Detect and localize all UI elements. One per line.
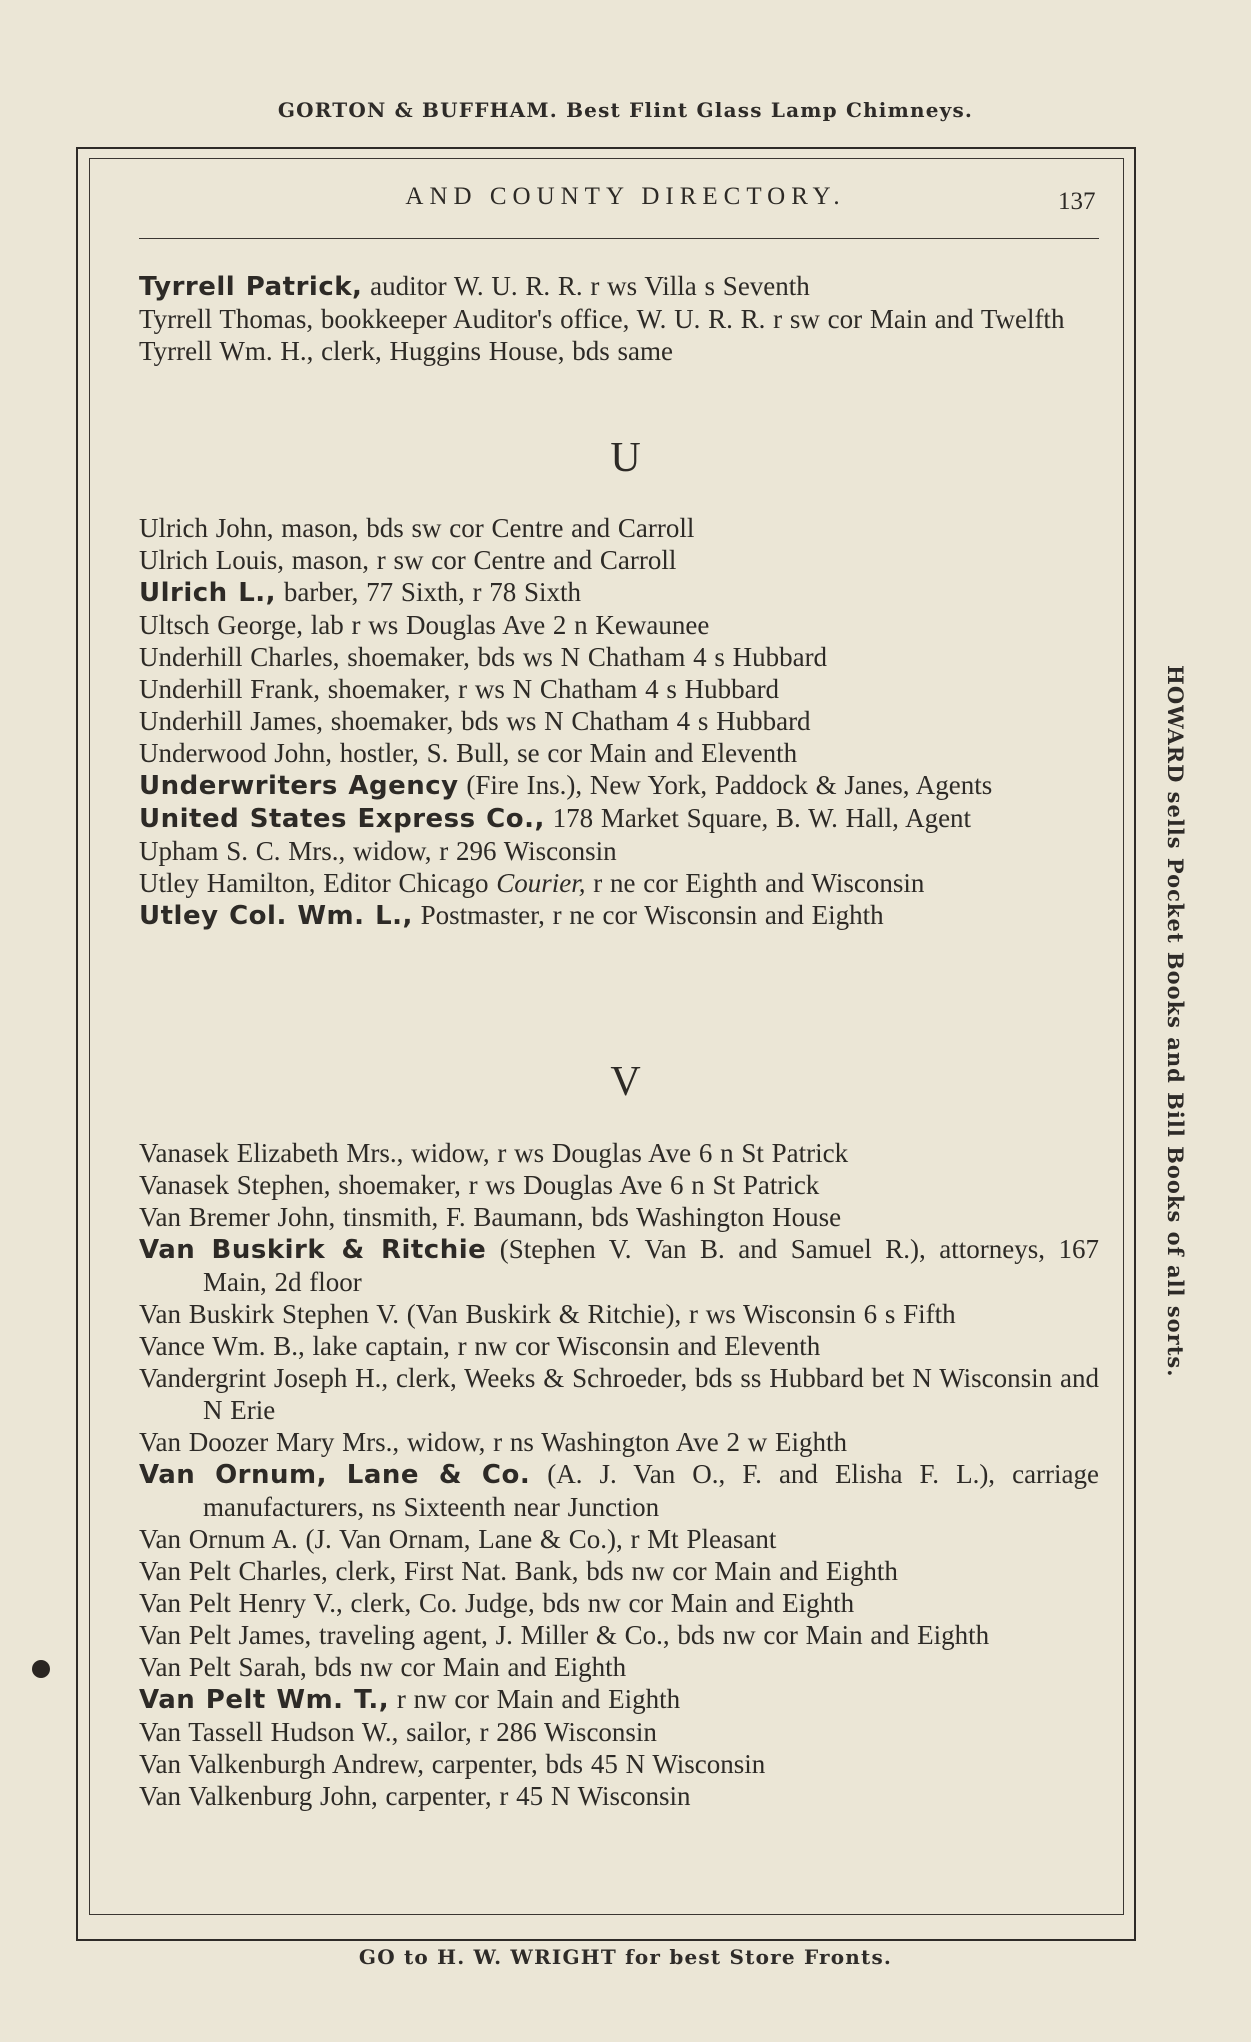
directory-entry <box>139 705 1099 737</box>
directory-entry <box>139 270 1099 303</box>
top-advertisement: GORTON & BUFFHAM. Best Flint Glass Lamp Chimneys. <box>277 98 974 122</box>
directory-entry <box>139 802 1099 835</box>
directory-entry <box>139 835 1099 867</box>
entry-details: barber, 77 Sixth, r 78 Sixth <box>276 577 581 607</box>
running-head: AND COUNTY DIRECTORY. <box>405 183 846 210</box>
entry-details: (Stephen V. Van B. and Samuel R.), attorneys, 167 Main, 2d floor <box>203 1234 1099 1297</box>
section-v-entries <box>139 1137 1099 1812</box>
entry-name: Van Ornum, Lane & Co. <box>139 1460 531 1490</box>
entry-details: clerk, First Nat. Bank, bds nw cor Main and Eighth <box>327 1556 898 1586</box>
directory-entry <box>139 673 1099 705</box>
header-rule <box>139 238 1099 239</box>
entry-name: Tyrrell Patrick, <box>139 272 363 302</box>
section-letter-u: U <box>610 435 641 481</box>
entry-name: Van Ornum A. <box>139 1524 298 1554</box>
section-t-entries <box>139 270 1099 367</box>
entry-details: (J. Van Ornam, Lane & Co.), r Mt Pleasant <box>297 1524 777 1554</box>
entry-name: Ulrich L., <box>139 578 277 608</box>
entry-name: United States Express Co., <box>139 804 545 834</box>
directory-entry <box>139 1619 1099 1651</box>
entry-details: bds nw cor Main and Eighth <box>306 1652 627 1682</box>
entry-details: (Fire Ins.), New York, Paddock & Janes, Agents <box>458 770 993 800</box>
entry-details: widow, r ws Douglas Ave 6 n St Patrick <box>403 1138 849 1168</box>
entry-details: widow, r 296 Wisconsin <box>345 836 617 866</box>
entry-details: traveling agent, J. Miller & Co., bds nw cor Main and Eighth <box>311 1620 990 1650</box>
directory-entry <box>139 609 1099 641</box>
section-letter-v: V <box>610 1059 641 1105</box>
entry-name: Van Doozer Mary Mrs., <box>139 1427 400 1457</box>
entry-name: Underwriters Agency <box>139 771 459 801</box>
entry-name: Vanasek Stephen, <box>139 1170 331 1200</box>
entry-details: mason, r sw cor Centre and Carroll <box>283 545 677 575</box>
directory-entry <box>139 335 1099 367</box>
entry-name: Vandergrint Joseph H., <box>139 1363 389 1393</box>
ink-blot <box>32 1660 50 1678</box>
entry-name: Van Buskirk Stephen V. <box>139 1299 400 1329</box>
directory-entry <box>139 576 1099 609</box>
directory-entry <box>139 1458 1099 1523</box>
directory-entry <box>139 1555 1099 1587</box>
side-advertisement: HOWARD sells Pocket Books and Bill Books of all sorts. <box>1163 665 1188 1378</box>
directory-entry <box>139 1426 1099 1458</box>
directory-entry <box>139 1780 1099 1812</box>
page-number: 137 <box>1058 188 1096 215</box>
entry-name: Van Buskirk & Ritchie <box>139 1235 487 1265</box>
entry-details: (Van Buskirk & Ritchie), r ws Wisconsin 6 s Fifth <box>399 1299 956 1329</box>
directory-entry <box>139 1169 1099 1201</box>
entry-details: tinsmith, F. Baumann, bds Washington House <box>335 1202 842 1232</box>
entry-name: Tyrrell Thomas, <box>139 304 314 334</box>
entry-name: Utley Col. Wm. L., <box>139 901 413 931</box>
section-u-entries <box>139 512 1099 932</box>
entry-name: Ultsch George, <box>139 610 303 640</box>
entry-name: Van Pelt James, <box>139 1620 312 1650</box>
directory-entry <box>139 1298 1099 1330</box>
entry-details: bookkeeper Auditor's office, W. U. R. R. r sw cor Main and Twelfth <box>313 304 1065 334</box>
entry-details: clerk, Huggins House, bds same <box>313 336 674 366</box>
entry-details: clerk, Weeks & Schroeder, bds ss Hubbard bet N Wisconsin and N Erie <box>203 1363 1099 1425</box>
entry-name: Ulrich Louis, <box>139 545 284 575</box>
entry-name: Van Pelt Henry V., <box>139 1588 343 1618</box>
entry-details: r nw cor Main and Eighth <box>389 1684 681 1714</box>
entry-name: Tyrrell Wm. H., <box>139 336 314 366</box>
entry-name: Van Valkenburgh Andrew, <box>139 1749 424 1779</box>
directory-entry <box>139 1716 1099 1748</box>
directory-entry <box>139 544 1099 576</box>
entry-newspaper-title: Courier, <box>496 868 586 898</box>
directory-entry <box>139 769 1099 802</box>
directory-entry <box>139 1233 1099 1298</box>
entry-details: auditor W. U. R. R. r ws Villa s Seventh <box>362 271 810 301</box>
entry-name: Ulrich John, <box>139 513 274 543</box>
entry-name: Van Tassell Hudson W., <box>139 1717 399 1747</box>
entry-name: Van Pelt Sarah, <box>139 1652 307 1682</box>
entry-name: Van Pelt Wm. T., <box>139 1685 390 1715</box>
entry-details: shoemaker, r ws N Chatham 4 s Hubbard <box>319 674 780 704</box>
entry-name: Van Pelt Charles, <box>139 1556 328 1586</box>
entry-name: Van Valkenburg John, <box>139 1781 378 1811</box>
directory-entry <box>139 512 1099 544</box>
directory-entry <box>139 1201 1099 1233</box>
directory-entry <box>139 867 1099 899</box>
entry-name: Underhill James, <box>139 706 323 736</box>
directory-entry <box>139 641 1099 673</box>
entry-name: Underhill Frank, <box>139 674 320 704</box>
directory-entry <box>139 1683 1099 1716</box>
directory-entry <box>139 1587 1099 1619</box>
entry-name: Vanasek Elizabeth Mrs., <box>139 1138 404 1168</box>
entry-details-continued: r ne cor Eighth and Wisconsin <box>585 868 925 898</box>
entry-details: carpenter, bds 45 N Wisconsin <box>423 1749 766 1779</box>
entry-details: mason, bds sw cor Centre and Carroll <box>273 513 695 543</box>
entry-details: lab r ws Douglas Ave 2 n Kewaunee <box>302 610 710 640</box>
directory-entry <box>139 1362 1099 1426</box>
entry-details: sailor, r 286 Wisconsin <box>398 1717 657 1747</box>
entry-details: Editor Chicago <box>315 868 497 898</box>
entry-details: Postmaster, r ne cor Wisconsin and Eighth <box>412 900 884 930</box>
entry-details: hostler, S. Bull, se cor Main and Eleventh <box>331 738 798 768</box>
entry-name: Van Bremer John, <box>139 1202 336 1232</box>
entry-name: Vance Wm. B., <box>139 1331 305 1361</box>
entry-details: clerk, Co. Judge, bds nw cor Main and Eighth <box>342 1588 855 1618</box>
directory-entry <box>139 899 1099 932</box>
directory-entry <box>139 1137 1099 1169</box>
directory-entry <box>139 1651 1099 1683</box>
directory-entry <box>139 1523 1099 1555</box>
entry-details: (A. J. Van O., F. and Elisha F. L.), carriage manufacturers, ns Sixteenth near Junction <box>203 1459 1099 1522</box>
entry-name: Underhill Charles, <box>139 642 340 672</box>
entry-name: Upham S. C. Mrs., <box>139 836 346 866</box>
entry-details: shoemaker, bds ws N Chatham 4 s Hubbard <box>322 706 811 736</box>
entry-details: widow, r ns Washington Ave 2 w Eighth <box>399 1427 847 1457</box>
entry-name: Utley Hamilton, <box>139 868 316 898</box>
directory-entry <box>139 737 1099 769</box>
entry-name: Underwood John, <box>139 738 332 768</box>
entry-details: 178 Market Square, B. W. Hall, Agent <box>544 803 972 833</box>
directory-entry <box>139 303 1099 335</box>
entry-details: lake captain, r nw cor Wisconsin and Eleventh <box>304 1331 821 1361</box>
directory-entry <box>139 1748 1099 1780</box>
entry-details: shoemaker, bds ws N Chatham 4 s Hubbard <box>339 642 828 672</box>
directory-entry <box>139 1330 1099 1362</box>
entry-details: carpenter, r 45 N Wisconsin <box>377 1781 691 1811</box>
entry-details: shoemaker, r ws Douglas Ave 6 n St Patrick <box>330 1170 820 1200</box>
bottom-advertisement: GO to H. W. WRIGHT for best Store Fronts. <box>358 1945 893 1969</box>
